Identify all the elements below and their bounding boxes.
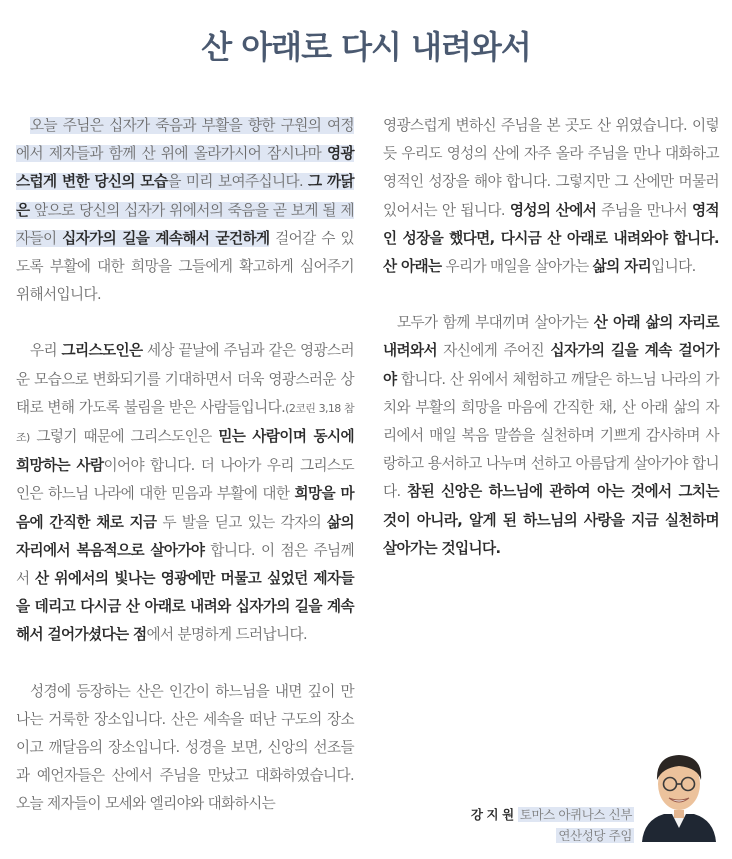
paragraph-4: 영광스럽게 변하신 주님을 본 곳도 산 위였습니다. 이렇듯 우리도 영성의 산에 자주 올라 주님을 만나 대화하고 영적인 성장을 해야 합니다. 그렇지만 그 산에만 머물러 있어서는 안 됩니다. 영성의 산에서 주님을 만나서 영적인 성장을 했다면, 다시금 산 아래로 내려와야 합니다. 산 아래는 우리가 매일을 살아가는 삶의 자리입니다. xyxy=(383,117,720,276)
highlight-1: 오늘 주님은 십자가 죽음과 부활을 향한 구원의 여정에서 제자들과 함께 산 위에 올라가시어 잠시나마 영광스럽게 변한 당신의 모습을 미리 보여주십니다. 그 까닭은 앞으로 당신의 십자가 위에서의 죽음을 곧 보게 될 제자들이 십자가의 길을 계속해서 굳건하게 xyxy=(16,117,354,247)
author-byline xyxy=(471,804,634,846)
paragraph-3: 성경에 등장하는 산은 인간이 하느님을 내면 깊이 만나는 거룩한 장소입니다. 산은 세속을 떠난 구도의 장소이고 깨달음의 장소입니다. 성경을 보면, 신앙의 선조들과 예언자들은 산에서 주님을 만났고 대화하였습니다. 오늘 제자들이 모세와 엘리야와 대화하시는 xyxy=(16,682,354,813)
article-title: 산 아래로 다시 내려와서 xyxy=(201,28,531,66)
paragraph-5: 모두가 함께 부대끼며 살아가는 산 아래 삶의 자리로 내려와서 자신에게 주어진 십자가의 길을 계속 걸어가야 합니다. 산 위에서 체험하고 깨달은 하느님 나라의 가치와 부활의 희망을 마음에 간직한 채, 산 아래 삶의 자리에서 매일 복음 말씀을 실천하며 기쁘게 감사하며 사랑하고 용서하고 나누며 선하고 아름답게 살아가야 합니다. 참된 신앙은 하느님에 관하여 아는 것에서 그치는 것이 아니라, 알게 된 하느님의 사랑을 지금 실천하며 살아가는 것입니다. xyxy=(383,314,719,557)
author-role: 토마스 아퀴나스 신부 xyxy=(519,807,632,822)
author-parish: 연산성당 주임 xyxy=(558,828,632,843)
left-column xyxy=(16,112,354,847)
right-column xyxy=(383,112,719,591)
author-portrait xyxy=(638,746,720,842)
paragraph-2: 우리 그리스도인은 세상 끝날에 주님과 같은 영광스러운 모습으로 변화되기를 기대하면서 더욱 영광스러운 상태로 변해 가도록 불림을 받은 사람들입니다.(2코린 3,18 참조) 그렇기 때문에 그리스도인은 믿는 사람이며 동시에 희망하는 사람이어야 합니다. 더 나아가 우리 그리스도인은 하느님 나라에 대한 믿음과 부활에 대한 희망을 마음에 간직한 채로 지금 두 발을 딛고 있는 각자의 삶의 자리에서 복음적으로 살아가야 합니다. 이 점은 주님께서 산 위에서의 빛나는 영광에만 머물고 싶었던 제자들을 데리고 다시금 산 아래로 내려와 십자가의 길을 계속해서 걸어가셨다는 점에서 분명하게 드러납니다. xyxy=(16,342,355,644)
paragraph-1: 오늘 주님은 십자가 죽음과 부활을 향한 구원의 여정에서 제자들과 함께 산 위에 올라가시어 잠시나마 영광스럽게 변한 당신의 모습을 미리 보여주십니다. 그 까닭은 앞으로 당신의 십자가 위에서의 죽음을 곧 보게 될 제자들이 십자가의 길을 계속해서 굳건하게 걸어갈 수 있도록 부활에 대한 희망을 그들에게 확고하게 심어주기 위해서입니다. xyxy=(16,117,354,304)
bible-reference: (2코린 3,18 참조) xyxy=(16,401,354,445)
author-name: 강 지 원 xyxy=(470,807,514,822)
